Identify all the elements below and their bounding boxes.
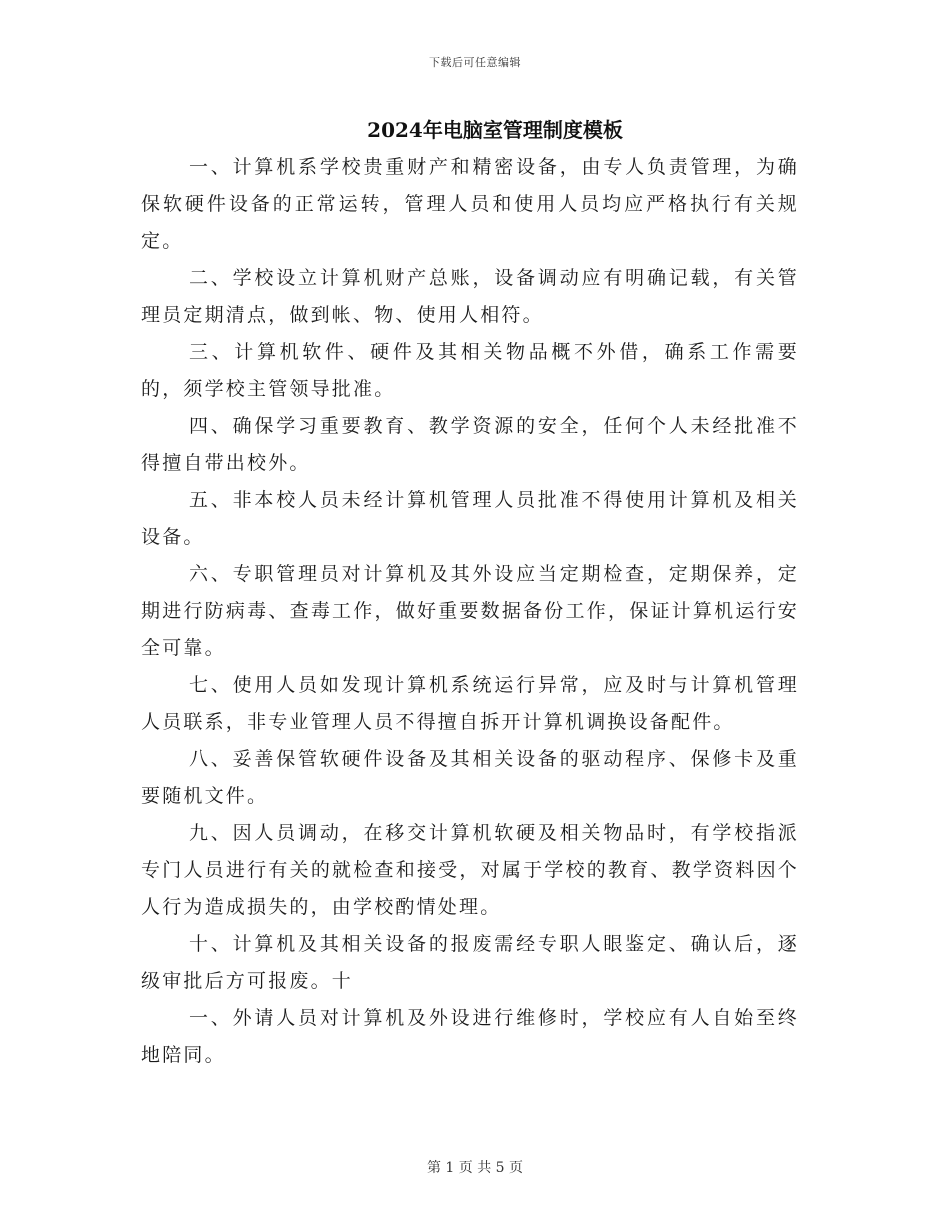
paragraph-11: 一、外请人员对计算机及外设进行维修时，学校应有人自始至终地陪同。 <box>141 1007 799 1066</box>
paragraph-6: 六、专职管理员对计算机及其外设应当定期检查，定期保养，定期进行防病毒、查毒工作，做好重要数据备份工作，保证计算机运行安全可靠。 <box>141 563 799 659</box>
paragraph-10: 十、计算机及其相关设备的报废需经专职人眼鉴定、确认后，逐级审批后方可报废。十 <box>141 933 799 992</box>
document-title: 2024年电脑室管理制度模板 <box>367 118 623 142</box>
page-number: 第 1 页 共 5 页 <box>426 1160 524 1176</box>
paragraph-5: 五、非本校人员未经计算机管理人员批准不得使用计算机及相关设备。 <box>141 489 799 548</box>
paragraph-4: 四、确保学习重要教育、教学资源的安全，任何个人未经批准不得擅自带出校外。 <box>141 415 799 474</box>
header-note: 下载后可任意编辑 <box>429 56 521 69</box>
paragraph-2: 二、学校设立计算机财产总账，设备调动应有明确记载，有关管理员定期清点，做到帐、物、使用人相符。 <box>141 267 799 326</box>
paragraph-7: 七、使用人员如发现计算机系统运行异常，应及时与计算机管理人员联系，非专业管理人员不得擅自拆开计算机调换设备配件。 <box>141 674 799 733</box>
paragraph-1: 一、计算机系学校贵重财产和精密设备，由专人负责管理，为确保软硬件设备的正常运转，管理人员和使用人员均应严格执行有关规定。 <box>141 156 799 252</box>
paragraph-3: 三、计算机软件、硬件及其相关物品概不外借，确系工作需要的，须学校主管领导批准。 <box>141 341 799 400</box>
paragraph-8: 八、妥善保管软硬件设备及其相关设备的驱动程序、保修卡及重要随机文件。 <box>141 748 799 807</box>
document-body <box>141 149 799 1074</box>
paragraph-9: 九、因人员调动，在移交计算机软硬及相关物品时，有学校指派专门人员进行有关的就检查和接受，对属于学校的教育、教学资料因个人行为造成损失的，由学校酌情处理。 <box>141 822 799 918</box>
